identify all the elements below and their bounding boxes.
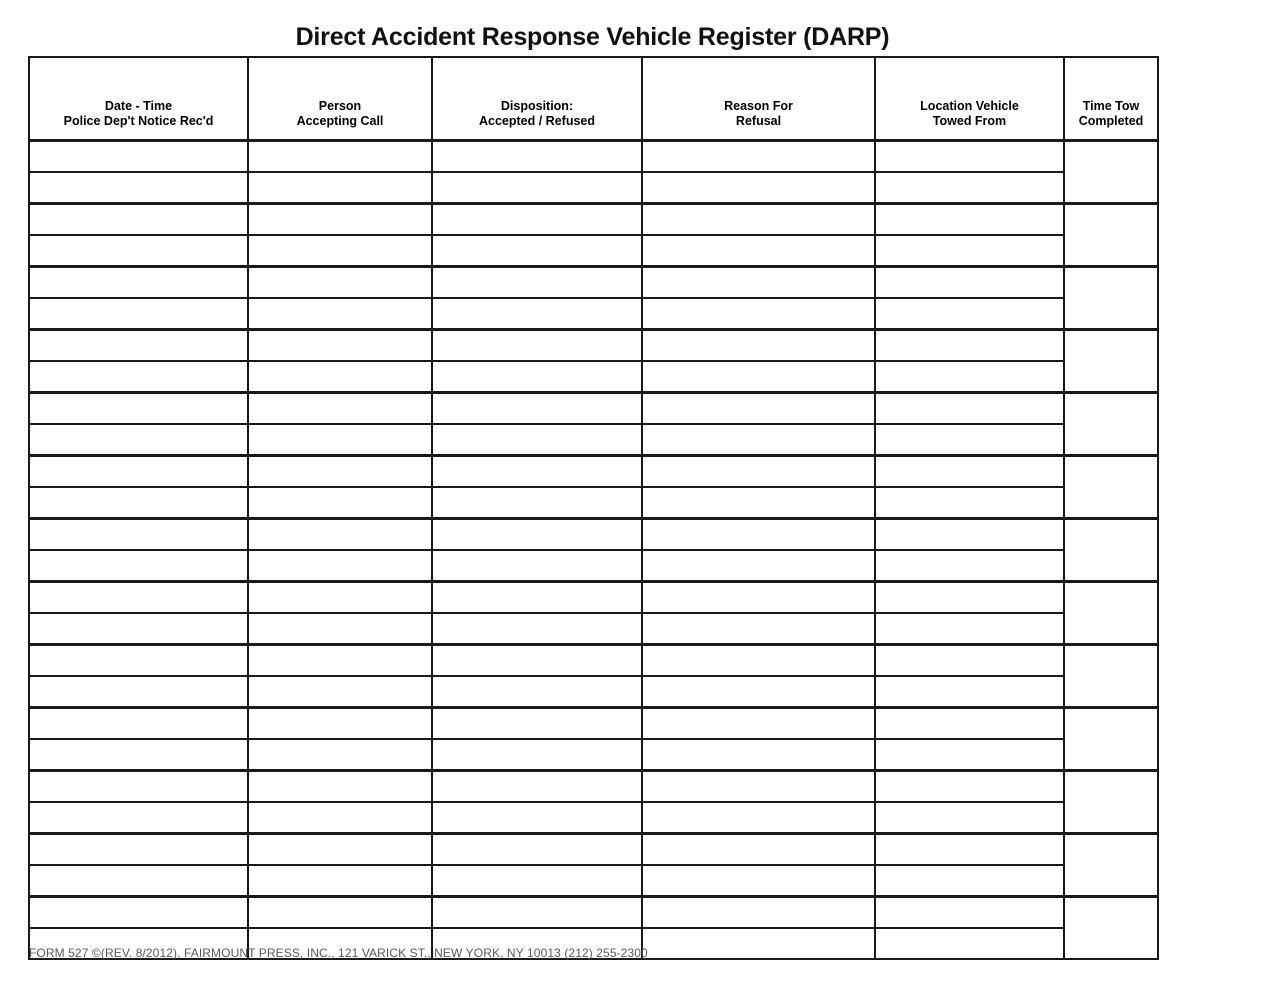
cell-date-time[interactable] xyxy=(29,676,248,708)
cell-disposition[interactable] xyxy=(432,645,642,677)
cell-date-time[interactable] xyxy=(29,802,248,834)
cell-location[interactable] xyxy=(875,267,1064,299)
cell-person[interactable] xyxy=(248,550,432,582)
cell-disposition[interactable] xyxy=(432,172,642,204)
cell-tow-time[interactable] xyxy=(1064,897,1158,960)
cell-date-time[interactable] xyxy=(29,330,248,362)
cell-location[interactable] xyxy=(875,897,1064,929)
cell-date-time[interactable] xyxy=(29,361,248,393)
cell-location[interactable] xyxy=(875,393,1064,425)
register-table-container xyxy=(28,56,1157,960)
cell-reason[interactable] xyxy=(642,550,875,582)
table-row xyxy=(29,834,1158,866)
column-header-reason-line2: Refusal xyxy=(735,114,782,129)
cell-date-time[interactable] xyxy=(29,708,248,740)
cell-reason[interactable] xyxy=(642,172,875,204)
cell-reason[interactable] xyxy=(642,393,875,425)
cell-reason[interactable] xyxy=(642,708,875,740)
column-header-person-line2: Accepting Call xyxy=(296,114,384,129)
cell-tow-time[interactable] xyxy=(1064,582,1158,645)
cell-disposition[interactable] xyxy=(432,897,642,929)
cell-location[interactable] xyxy=(875,676,1064,708)
table-row xyxy=(29,802,1158,834)
cell-reason[interactable] xyxy=(642,330,875,362)
column-header-disposition-line2: Accepted / Refused xyxy=(478,114,595,129)
cell-tow-time[interactable] xyxy=(1064,834,1158,897)
cell-tow-time[interactable] xyxy=(1064,330,1158,393)
cell-person[interactable] xyxy=(248,172,432,204)
cell-reason[interactable] xyxy=(642,771,875,803)
table-row xyxy=(29,361,1158,393)
cell-person[interactable] xyxy=(248,267,432,299)
cell-date-time[interactable] xyxy=(29,645,248,677)
cell-date-time[interactable] xyxy=(29,235,248,267)
table-row xyxy=(29,487,1158,519)
cell-person[interactable] xyxy=(248,456,432,488)
column-header-reason-line1: Reason For xyxy=(724,98,793,113)
table-row xyxy=(29,456,1158,488)
cell-person[interactable] xyxy=(248,865,432,897)
cell-person[interactable] xyxy=(248,393,432,425)
cell-disposition[interactable] xyxy=(432,676,642,708)
cell-location[interactable] xyxy=(875,424,1064,456)
table-header xyxy=(29,57,1158,141)
column-header-location-line2: Towed From xyxy=(932,114,1007,129)
cell-disposition[interactable] xyxy=(432,708,642,740)
cell-reason[interactable] xyxy=(642,834,875,866)
table-header-row xyxy=(29,57,1158,141)
cell-date-time[interactable] xyxy=(29,393,248,425)
table-row xyxy=(29,582,1158,614)
cell-disposition[interactable] xyxy=(432,550,642,582)
cell-person[interactable] xyxy=(248,582,432,614)
cell-tow-time[interactable] xyxy=(1064,771,1158,834)
table-body xyxy=(29,141,1158,960)
cell-person[interactable] xyxy=(248,613,432,645)
table-row xyxy=(29,550,1158,582)
cell-reason[interactable] xyxy=(642,802,875,834)
cell-location[interactable] xyxy=(875,298,1064,330)
cell-reason[interactable] xyxy=(642,267,875,299)
cell-location[interactable] xyxy=(875,204,1064,236)
cell-person[interactable] xyxy=(248,330,432,362)
cell-location[interactable] xyxy=(875,487,1064,519)
cell-reason[interactable] xyxy=(642,897,875,929)
cell-reason[interactable] xyxy=(642,519,875,551)
cell-reason[interactable] xyxy=(642,613,875,645)
cell-disposition[interactable] xyxy=(432,298,642,330)
column-header-date-time-line2: Police Dep't Notice Rec'd xyxy=(63,114,214,129)
cell-reason[interactable] xyxy=(642,645,875,677)
column-header-person-line1: Person xyxy=(318,98,362,113)
cell-location[interactable] xyxy=(875,141,1064,173)
cell-tow-time[interactable] xyxy=(1064,393,1158,456)
cell-person[interactable] xyxy=(248,361,432,393)
cell-tow-time[interactable] xyxy=(1064,708,1158,771)
cell-date-time[interactable] xyxy=(29,172,248,204)
cell-location[interactable] xyxy=(875,802,1064,834)
cell-location[interactable] xyxy=(875,582,1064,614)
cell-date-time[interactable] xyxy=(29,771,248,803)
cell-tow-time[interactable] xyxy=(1064,645,1158,708)
cell-person[interactable] xyxy=(248,802,432,834)
cell-person[interactable] xyxy=(248,204,432,236)
cell-person[interactable] xyxy=(248,298,432,330)
column-header-tow-time xyxy=(1064,57,1158,141)
cell-location[interactable] xyxy=(875,361,1064,393)
cell-disposition[interactable] xyxy=(432,519,642,551)
cell-date-time[interactable] xyxy=(29,897,248,929)
cell-date-time[interactable] xyxy=(29,613,248,645)
cell-location[interactable] xyxy=(875,645,1064,677)
column-header-location xyxy=(875,57,1064,141)
cell-person[interactable] xyxy=(248,676,432,708)
cell-disposition[interactable] xyxy=(432,267,642,299)
cell-location[interactable] xyxy=(875,771,1064,803)
table-row xyxy=(29,771,1158,803)
cell-tow-time[interactable] xyxy=(1064,204,1158,267)
cell-person[interactable] xyxy=(248,834,432,866)
cell-reason[interactable] xyxy=(642,865,875,897)
cell-location[interactable] xyxy=(875,550,1064,582)
cell-date-time[interactable] xyxy=(29,582,248,614)
cell-reason[interactable] xyxy=(642,928,875,959)
table-row xyxy=(29,708,1158,740)
table-row xyxy=(29,676,1158,708)
table-row xyxy=(29,897,1158,929)
cell-date-time[interactable] xyxy=(29,834,248,866)
table-row xyxy=(29,141,1158,173)
cell-reason[interactable] xyxy=(642,487,875,519)
cell-location[interactable] xyxy=(875,708,1064,740)
cell-location[interactable] xyxy=(875,235,1064,267)
cell-reason[interactable] xyxy=(642,424,875,456)
column-header-date-time xyxy=(29,57,248,141)
cell-date-time[interactable] xyxy=(29,298,248,330)
cell-person[interactable] xyxy=(248,771,432,803)
column-header-date-time-line1: Date - Time xyxy=(104,98,173,113)
cell-disposition[interactable] xyxy=(432,771,642,803)
cell-person[interactable] xyxy=(248,739,432,771)
cell-reason[interactable] xyxy=(642,676,875,708)
table-row xyxy=(29,865,1158,897)
cell-location[interactable] xyxy=(875,456,1064,488)
cell-disposition[interactable] xyxy=(432,865,642,897)
table-row xyxy=(29,330,1158,362)
cell-disposition[interactable] xyxy=(432,141,642,173)
cell-person[interactable] xyxy=(248,519,432,551)
cell-date-time[interactable] xyxy=(29,204,248,236)
cell-reason[interactable] xyxy=(642,204,875,236)
table-row xyxy=(29,298,1158,330)
cell-reason[interactable] xyxy=(642,361,875,393)
cell-disposition[interactable] xyxy=(432,456,642,488)
cell-location[interactable] xyxy=(875,172,1064,204)
cell-disposition[interactable] xyxy=(432,204,642,236)
column-header-tow-time-line2: Completed xyxy=(1078,114,1144,129)
cell-disposition[interactable] xyxy=(432,330,642,362)
column-header-reason xyxy=(642,57,875,141)
cell-date-time[interactable] xyxy=(29,267,248,299)
cell-disposition[interactable] xyxy=(432,739,642,771)
table-row xyxy=(29,739,1158,771)
table-row xyxy=(29,267,1158,299)
cell-disposition[interactable] xyxy=(432,613,642,645)
cell-person[interactable] xyxy=(248,487,432,519)
cell-location[interactable] xyxy=(875,330,1064,362)
cell-tow-time[interactable] xyxy=(1064,141,1158,204)
cell-date-time[interactable] xyxy=(29,519,248,551)
cell-date-time[interactable] xyxy=(29,141,248,173)
cell-location[interactable] xyxy=(875,519,1064,551)
form-footer-imprint: FORM 527 ©(REV. 8/2012), FAIRMOUNT PRESS, INC., 121 VARICK ST., NEW YORK, NY 10013 (212) 255-2300 xyxy=(29,946,648,960)
cell-date-time[interactable] xyxy=(29,739,248,771)
column-header-disposition xyxy=(432,57,642,141)
table-row xyxy=(29,172,1158,204)
table-row xyxy=(29,235,1158,267)
cell-date-time[interactable] xyxy=(29,550,248,582)
cell-date-time[interactable] xyxy=(29,424,248,456)
cell-person[interactable] xyxy=(248,645,432,677)
cell-reason[interactable] xyxy=(642,582,875,614)
cell-location[interactable] xyxy=(875,613,1064,645)
cell-disposition[interactable] xyxy=(432,235,642,267)
cell-location[interactable] xyxy=(875,739,1064,771)
cell-disposition[interactable] xyxy=(432,834,642,866)
table-row xyxy=(29,645,1158,677)
cell-person[interactable] xyxy=(248,235,432,267)
cell-location[interactable] xyxy=(875,928,1064,959)
page-title: Direct Accident Response Vehicle Register (DARP) xyxy=(295,23,890,51)
cell-person[interactable] xyxy=(248,897,432,929)
cell-tow-time[interactable] xyxy=(1064,519,1158,582)
cell-disposition[interactable] xyxy=(432,487,642,519)
cell-date-time[interactable] xyxy=(29,456,248,488)
column-header-tow-time-line1: Time Tow xyxy=(1082,98,1140,113)
table-row xyxy=(29,424,1158,456)
table-row xyxy=(29,204,1158,236)
cell-reason[interactable] xyxy=(642,141,875,173)
cell-disposition[interactable] xyxy=(432,424,642,456)
cell-location[interactable] xyxy=(875,865,1064,897)
cell-person[interactable] xyxy=(248,708,432,740)
column-header-disposition-line1: Disposition: xyxy=(500,98,574,113)
cell-tow-time[interactable] xyxy=(1064,267,1158,330)
cell-reason[interactable] xyxy=(642,739,875,771)
cell-disposition[interactable] xyxy=(432,582,642,614)
cell-person[interactable] xyxy=(248,141,432,173)
cell-disposition[interactable] xyxy=(432,361,642,393)
darp-register-table xyxy=(28,56,1159,960)
cell-disposition[interactable] xyxy=(432,393,642,425)
cell-location[interactable] xyxy=(875,834,1064,866)
cell-date-time[interactable] xyxy=(29,487,248,519)
column-header-location-line1: Location Vehicle xyxy=(920,98,1019,113)
table-row xyxy=(29,393,1158,425)
cell-disposition[interactable] xyxy=(432,802,642,834)
table-row xyxy=(29,613,1158,645)
cell-tow-time[interactable] xyxy=(1064,456,1158,519)
cell-person[interactable] xyxy=(248,424,432,456)
table-row xyxy=(29,519,1158,551)
cell-reason[interactable] xyxy=(642,235,875,267)
column-header-person xyxy=(248,57,432,141)
cell-reason[interactable] xyxy=(642,298,875,330)
cell-date-time[interactable] xyxy=(29,865,248,897)
cell-reason[interactable] xyxy=(642,456,875,488)
